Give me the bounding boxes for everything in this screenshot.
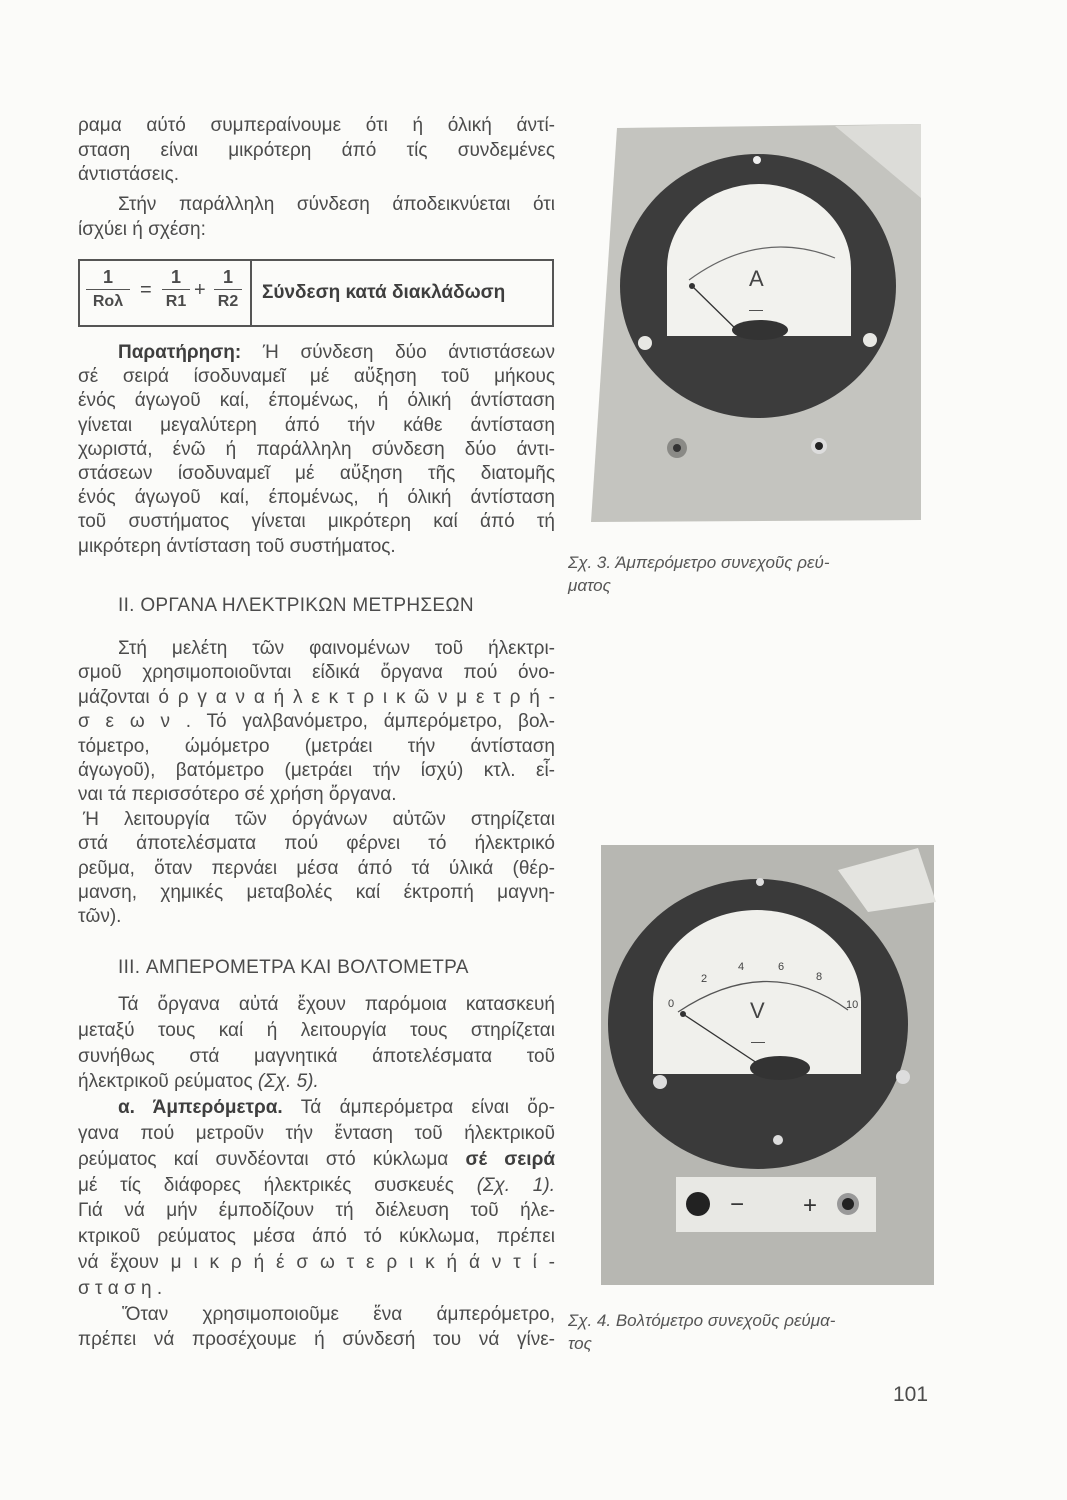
fraction-total: [86, 265, 130, 314]
needle-tip: [689, 283, 695, 289]
scale-label: 10: [846, 999, 859, 1011]
text-line: τῶν).: [78, 906, 122, 928]
terminal-hole: [842, 1198, 854, 1210]
formula-box: [78, 259, 554, 327]
text-line: χωριστά, ένῶ ή παράλληλη σύνδεση δύο άντι-: [78, 438, 555, 460]
text-line: στά άποτελέσματα πού φέρνει τό ήλεκτρικό: [78, 833, 555, 855]
scale-label: 8: [816, 971, 823, 983]
scale-label: 4: [738, 961, 745, 973]
text-line: Ὅταν χρησιμοποιοῦμε ἕνα άμπερόμετρο,: [122, 1303, 555, 1325]
dial-dc-mark: —: [749, 301, 763, 317]
fraction-r2: [214, 265, 242, 314]
text-line: Στήν παράλληλη σύνδεση άποδεικνύεται ότι: [118, 194, 555, 215]
minus-label: −: [730, 1191, 745, 1218]
text-span: ρεύματος καί συνδέονται στό κύκλωμα: [78, 1148, 466, 1170]
negative-terminal[interactable]: [686, 1192, 710, 1216]
equals-sign: =: [140, 279, 152, 301]
text-line: σ τ α σ η .: [78, 1277, 163, 1299]
observation-paragraph: [78, 341, 555, 559]
emphasis-in-series: σέ σειρά: [465, 1148, 556, 1170]
text-line: ρεῦμα, ὅταν περνάει μέσα άπό τά ύλικά (θέρ-: [78, 857, 555, 879]
numerator: 1: [162, 265, 190, 290]
text-line: άγωγοῦ), βατόμετρο (μετράει τήν ίσχύ) κτλ. εἶ-: [78, 760, 555, 782]
numerator: 1: [214, 265, 242, 290]
text-line: στάσεων ίσοδυναμεῖ μέ αὔξηση τῆς διατομῆς: [78, 463, 555, 485]
screw-hole: [773, 1135, 783, 1145]
screw-hole: [756, 878, 764, 886]
section-heading-2: II. ΟΡΓΑΝΑ ΗΛΕΚΤΡΙΚΩΝ ΜΕΤΡΗΣΕΩΝ: [118, 595, 474, 616]
scale-label: 0: [668, 998, 675, 1010]
text-line: Στή μελέτη τῶν φαινομένων τοῦ ήλεκτρι-: [118, 638, 555, 659]
caption-line: ματος: [568, 576, 611, 595]
parallel-paragraph: [78, 192, 555, 242]
intro-paragraph: [78, 114, 555, 188]
screw-hole: [753, 156, 761, 164]
text-line: γανα πού μετροῦν τήν ἔνταση τοῦ ήλεκτρικοῦ: [78, 1122, 555, 1144]
text-line: ένός άγωγοῦ καί, έπομένως, ή όλική άντίσταση: [78, 487, 555, 509]
text-line: ίσχύει ή σχέση:: [78, 219, 206, 240]
text-line: κτρικοῦ ρεύματος μέσα άπό τό κύκλωμα, πρέπει: [78, 1226, 555, 1248]
plus-label: +: [803, 1192, 818, 1219]
dial-symbol-a: A: [749, 266, 764, 291]
text-line: πρέπει νά προσέχουμε ή σύνδεσή του νά γίνε-: [78, 1329, 555, 1351]
text-line: σταση είναι μικρότερη άπό τίς συνδεμένες: [78, 139, 555, 161]
observation-label: Παρατήρηση:: [118, 342, 242, 363]
formula-label: Σύνδεση κατά διακλάδωση: [262, 282, 506, 303]
figure-reference: (Σχ. 1).: [476, 1174, 555, 1196]
text-span: Ή σύνδεση δύο άντιστάσεων: [262, 342, 555, 363]
figure-reference: (Σχ. 5).: [257, 1071, 319, 1093]
screw-hole: [863, 333, 877, 347]
dial-dc-mark: —: [751, 1033, 765, 1049]
text-line: σ ε ω ν . Τό γαλβανόμετρο, άμπερόμετρο, βολ-: [78, 711, 555, 733]
terminal-hole: [815, 442, 823, 450]
text-line: [78, 1147, 555, 1173]
section3-body: [78, 992, 555, 1353]
text-line: ναι τά περισσότερο σέ χρήση ὄργανα.: [78, 784, 397, 806]
text-line: [78, 1069, 555, 1095]
caption-line: τος: [568, 1334, 592, 1353]
needle-pivot: [732, 320, 788, 340]
plus-sign: +: [194, 279, 206, 301]
text-line: ένός άγωγοῦ καί, έπομένως, ή όλική άντίσταση: [78, 390, 555, 412]
caption-line: Σχ. 4. Βολτόμετρο συνεχοῦς ρεύμα-: [568, 1311, 836, 1330]
fraction-r1: [162, 265, 190, 314]
text-line: Γιά νά μήν έμποδίζουν τή διέλευση τοῦ ήλε-: [78, 1200, 555, 1222]
text-line: [78, 341, 555, 365]
text-line: τοῦ συστήματος γίνεται μικρότερη καί άπό τή: [78, 511, 555, 533]
text-line: ραμα αύτό συμπεραίνουμε ότι ή όλική άντί-: [78, 115, 555, 136]
parallel-resistance-formula: [80, 261, 252, 325]
text-line: [78, 1095, 555, 1121]
text-line: τόμετρο, ώμόμετρο (μετράει τήν άντίσταση: [78, 735, 555, 757]
text-line: άντιστάσεις.: [78, 164, 180, 185]
caption-line: Σχ. 3. Άμπερόμετρο συνεχοῦς ρεύ-: [568, 553, 830, 572]
screw-hole: [896, 1070, 910, 1084]
text-line: μικρότερη άντίσταση τοῦ συστήματος.: [78, 535, 396, 557]
text-line: μάζονται ό ρ γ α ν α ή λ ε κ τ ρ ι κ ῶ ν μ ε τ ρ ή -: [78, 686, 555, 708]
text-line: συνήθως στά μαγνητικά άποτελέσματα τοῦ: [78, 1045, 555, 1067]
text-line: Τά ὄργανα αὐτά ἔχουν παρόμοια κατασκευή: [118, 994, 555, 1015]
text-line: Ή λειτουργία τῶν όργάνων αὐτῶν στηρίζεται: [83, 808, 555, 830]
numerator: 1: [86, 265, 130, 290]
section-heading-3: III. ΑΜΠΕΡΟΜΕΤΡΑ ΚΑΙ ΒΟΛΤΟΜΕΤΡΑ: [118, 957, 469, 978]
text-line: μεταξύ τους καί ή λειτουργία τους στηρίζεται: [78, 1019, 555, 1041]
section2-body: [78, 637, 555, 930]
text-line: νά ἔχουν μ ι κ ρ ή έ σ ω τ ε ρ ι κ ή ά ν τ ί -: [78, 1251, 555, 1273]
text-line: γίνεται μεγαλύτερη άπό τήν κάθε άντίσταση: [78, 414, 555, 436]
text-line: [78, 1173, 555, 1199]
needle-tip: [680, 1011, 686, 1017]
ammeter-label: α. Άμπερόμετρα.: [118, 1097, 283, 1119]
text-span: μέ τίς διάφορες ήλεκτρικές συσκευές: [78, 1174, 477, 1196]
dial-symbol-v: V: [750, 998, 765, 1023]
text-span: ήλεκτρικοῦ ρεύματος: [78, 1071, 258, 1093]
text-line: σέ σειρά ίσοδυναμεῖ μέ αὔξηση τοῦ μήκους: [78, 366, 555, 388]
scale-label: 6: [778, 961, 785, 973]
text-line: μανση, χημικές μεταβολές καί έκτροπή μαγνη-: [78, 882, 555, 904]
needle-pivot: [750, 1056, 810, 1080]
denominator: R2: [217, 293, 239, 310]
figure-4-caption: [568, 1309, 835, 1355]
screw-hole: [638, 336, 652, 350]
screw-hole: [653, 1075, 667, 1089]
scale-label: 2: [701, 973, 708, 985]
denominator: R1: [165, 293, 187, 310]
ammeter-photo: [585, 118, 930, 528]
terminal-hole: [673, 444, 681, 452]
denominator: Rολ: [92, 293, 124, 310]
text-line: σμοῦ χρησιμοποιοῦνται είδικά ὄργανα πού όνο-: [78, 662, 555, 684]
voltmeter-photo: [598, 842, 938, 1288]
figure-3-caption: [568, 551, 830, 597]
page-number: 101: [893, 1383, 929, 1406]
text-span: Τά άμπερόμετρα είναι ὄρ-: [300, 1097, 555, 1119]
